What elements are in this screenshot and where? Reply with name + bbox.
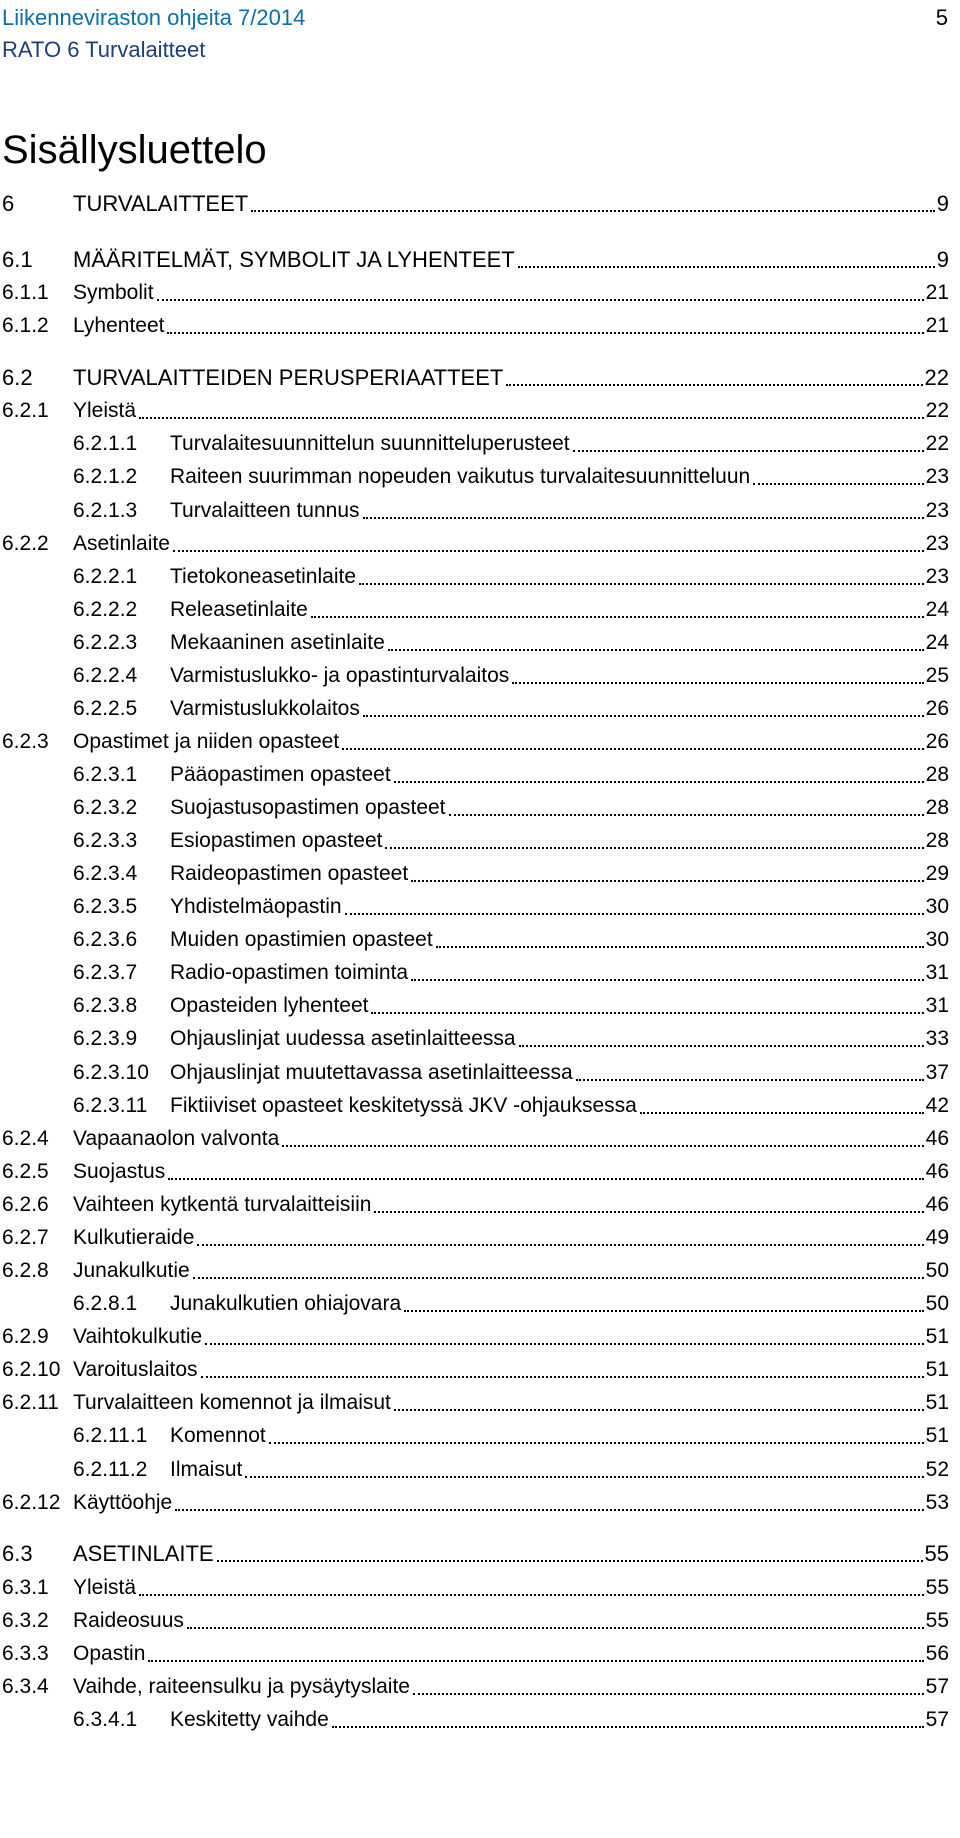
toc-entry-page: 28 xyxy=(925,829,949,852)
toc-entry[interactable] xyxy=(2,1017,949,1053)
dot-leader xyxy=(193,1275,924,1279)
toc-entry-page: 55 xyxy=(925,1576,949,1599)
toc-entry-number: 6.3.4 xyxy=(2,1675,49,1698)
dot-leader xyxy=(519,1043,924,1047)
dot-leader xyxy=(374,1209,923,1213)
toc-entry-number: 6.2.3.6 xyxy=(73,928,138,951)
toc-entry-number: 6.2.3.8 xyxy=(73,994,138,1017)
toc-entry[interactable] xyxy=(2,654,949,690)
page-number: 5 xyxy=(935,5,948,30)
toc-entry-number: 6.1.1 xyxy=(2,281,49,304)
toc-entry-number: 6.3.4.1 xyxy=(73,1708,138,1731)
toc-entry[interactable] xyxy=(2,422,949,458)
toc-entry-page: 9 xyxy=(936,191,949,216)
toc-entry-number: 6.2.2.1 xyxy=(73,565,138,588)
toc-entry[interactable] xyxy=(2,1632,949,1668)
toc-entry-page: 50 xyxy=(925,1292,949,1315)
dot-leader xyxy=(573,448,924,452)
toc-entry-number: 6.1 xyxy=(2,247,33,272)
dot-leader xyxy=(175,1507,923,1511)
toc-entry-number: 6.2.2.3 xyxy=(73,631,138,654)
toc-entry-title: Opastin xyxy=(73,1642,146,1665)
toc-entry-number: 6.2.11.1 xyxy=(73,1424,148,1447)
dot-leader xyxy=(139,1592,924,1596)
dot-leader xyxy=(269,1440,924,1444)
dot-leader xyxy=(245,1474,923,1478)
dot-leader xyxy=(413,1691,924,1695)
toc-entry-number: 6.3.3 xyxy=(2,1642,49,1665)
toc-entry-number: 6.3.1 xyxy=(2,1576,49,1599)
toc-entry-title: Symbolit xyxy=(73,281,154,304)
toc-entry-title: Kulkutieraide xyxy=(73,1226,195,1249)
dot-leader xyxy=(363,713,924,717)
dot-leader xyxy=(167,330,923,334)
toc-entry-title: Turvalaitteen komennot ja ilmaisut xyxy=(73,1391,391,1414)
toc-entry-page: 31 xyxy=(925,961,949,984)
toc-entry-page: 55 xyxy=(924,1541,949,1566)
page-title: Sisällysluettelo xyxy=(2,128,267,172)
toc-entry-number: 6.2.3.2 xyxy=(73,796,138,819)
toc-entry[interactable] xyxy=(2,621,949,657)
toc-entry-title: Turvalaitesuunnittelun suunnitteluperusteet xyxy=(170,432,570,455)
toc-entry-title: Ilmaisut xyxy=(170,1458,243,1481)
toc-entry-page: 25 xyxy=(925,664,949,687)
toc-entry[interactable] xyxy=(2,819,949,855)
toc-entry-page: 51 xyxy=(925,1391,949,1414)
toc-entry[interactable] xyxy=(2,786,949,822)
toc-entry-page: 29 xyxy=(925,862,949,885)
toc-entry-number: 6.2.1.2 xyxy=(73,465,138,488)
dot-leader xyxy=(139,415,924,419)
toc-entry-page: 26 xyxy=(925,697,949,720)
toc-entry[interactable] xyxy=(2,1381,949,1417)
toc-entry[interactable] xyxy=(2,522,949,558)
toc-entry[interactable] xyxy=(2,1183,949,1219)
toc-entry-number: 6.2.1.3 xyxy=(73,499,138,522)
toc-entry-number: 6.2.8 xyxy=(2,1259,49,1282)
toc-entry-number: 6.2.11.2 xyxy=(73,1458,148,1481)
toc-entry-page: 46 xyxy=(925,1127,949,1150)
dot-leader xyxy=(363,515,924,519)
dot-leader xyxy=(173,548,924,552)
dot-leader xyxy=(371,1010,923,1014)
toc-entry[interactable] xyxy=(2,852,949,888)
toc-entry-page: 56 xyxy=(925,1642,949,1665)
toc-entry[interactable] xyxy=(2,1414,949,1450)
dot-leader xyxy=(217,1558,923,1562)
toc-entry-number: 6.2.3.9 xyxy=(73,1027,138,1050)
toc-entry-page: 24 xyxy=(925,598,949,621)
dot-leader xyxy=(205,1341,923,1345)
toc-entry-number: 6.2.2.2 xyxy=(73,598,138,621)
toc-entry-title: Fiktiiviset opasteet keskitetyssä JKV -ohjauksessa xyxy=(170,1094,637,1117)
toc-entry[interactable] xyxy=(2,1448,949,1484)
toc-entry[interactable] xyxy=(2,588,949,624)
toc-entry-title: Vapaanaolon valvonta xyxy=(73,1127,280,1150)
dot-leader xyxy=(394,779,924,783)
toc-entry-title: Opastimet ja niiden opasteet xyxy=(73,730,340,753)
toc-entry[interactable] xyxy=(2,555,949,591)
toc-entry[interactable] xyxy=(2,1150,949,1186)
dot-leader xyxy=(168,1176,923,1180)
dot-leader xyxy=(342,746,923,750)
toc-entry-title: Pääopastimen opasteet xyxy=(170,763,391,786)
toc-entry-number: 6.2 xyxy=(2,365,33,390)
toc-entry-number: 6.2.11 xyxy=(2,1391,59,1414)
toc-entry-number: 6 xyxy=(2,191,15,216)
toc-entry-title: Lyhenteet xyxy=(73,314,165,337)
toc-entry-number: 6.2.3 xyxy=(2,730,49,753)
toc-entry-page: 31 xyxy=(925,994,949,1017)
toc-entry-title: Komennot xyxy=(170,1424,266,1447)
toc-entry[interactable] xyxy=(2,304,949,340)
toc-entry-page: 23 xyxy=(925,565,949,588)
toc-entry-number: 6.2.10 xyxy=(2,1358,61,1381)
toc-entry-title: Asetinlaite xyxy=(73,532,170,555)
toc-entry[interactable] xyxy=(2,1566,949,1602)
toc-entry-title: Raideosuus xyxy=(73,1609,184,1632)
toc-entry[interactable] xyxy=(2,182,949,218)
dot-leader xyxy=(753,481,923,485)
toc-entry-title: Radio-opastimen toiminta xyxy=(170,961,409,984)
toc-entry-page: 22 xyxy=(925,432,949,455)
toc-entry-title: Varoituslaitos xyxy=(73,1358,198,1381)
toc-entry-page: 23 xyxy=(925,465,949,488)
dot-leader xyxy=(576,1077,924,1081)
toc-entry[interactable] xyxy=(2,1249,949,1285)
dot-leader xyxy=(411,878,923,882)
toc-entry-page: 22 xyxy=(924,365,949,390)
toc-entry[interactable] xyxy=(2,1599,949,1635)
toc-entry-number: 6.2.3.1 xyxy=(73,763,138,786)
toc-entry-page: 55 xyxy=(925,1609,949,1632)
toc-entry-title: Muiden opastimien opasteet xyxy=(170,928,433,951)
toc-entry-title: Käyttöohje xyxy=(73,1491,173,1514)
toc-entry-page: 51 xyxy=(925,1424,949,1447)
toc-entry-page: 26 xyxy=(925,730,949,753)
toc-entry-page: 23 xyxy=(925,532,949,555)
toc-entry-page: 51 xyxy=(925,1325,949,1348)
toc-entry-number: 6.2.5 xyxy=(2,1160,49,1183)
toc-entry-title: Vaihtokulkutie xyxy=(73,1325,203,1348)
toc-entry-page: 52 xyxy=(925,1458,949,1481)
toc-entry[interactable] xyxy=(2,1084,949,1120)
toc-entry-number: 6.2.2.4 xyxy=(73,664,138,687)
toc-entry[interactable] xyxy=(2,1216,949,1252)
toc-entry-page: 33 xyxy=(925,1027,949,1050)
toc-entry-title: Tietokoneasetinlaite xyxy=(170,565,357,588)
toc-entry-number: 6.2.1 xyxy=(2,399,49,422)
toc-entry[interactable] xyxy=(2,720,949,756)
toc-entry-page: 21 xyxy=(925,281,949,304)
dot-leader xyxy=(197,1242,923,1246)
toc-entry-number: 6.2.4 xyxy=(2,1127,49,1150)
toc-entry-number: 6.3 xyxy=(2,1541,33,1566)
toc-entry-number: 6.2.2.5 xyxy=(73,697,138,720)
toc-entry-number: 6.1.2 xyxy=(2,314,49,337)
toc-entry[interactable] xyxy=(2,984,949,1020)
toc-entry-page: 30 xyxy=(925,895,949,918)
toc-entry-number: 6.3.2 xyxy=(2,1609,49,1632)
toc-entry-page: 28 xyxy=(925,763,949,786)
toc-entry-page: 21 xyxy=(925,314,949,337)
dot-leader xyxy=(187,1625,924,1629)
toc-entry[interactable] xyxy=(2,687,949,723)
toc-entry-title: Ohjauslinjat muutettavassa asetinlaitteessa xyxy=(170,1061,573,1084)
toc-entry[interactable] xyxy=(2,356,949,392)
toc-entry-page: 57 xyxy=(925,1708,949,1731)
dot-leader xyxy=(201,1374,924,1378)
toc-entry[interactable] xyxy=(2,1481,949,1517)
toc-entry-title: Suojastus xyxy=(73,1160,166,1183)
dot-leader xyxy=(345,911,924,915)
dot-leader xyxy=(404,1308,923,1312)
toc-entry-title: Varmistuslukko- ja opastinturvalaitos xyxy=(170,664,510,687)
dot-leader xyxy=(359,581,924,585)
toc-entry-title: Suojastusopastimen opasteet xyxy=(170,796,446,819)
toc-entry-title: Vaihde, raiteensulku ja pysäytyslaite xyxy=(73,1675,410,1698)
toc-entry[interactable] xyxy=(2,1315,949,1351)
toc-entry-number: 6.2.8.1 xyxy=(73,1292,138,1315)
toc-entry[interactable] xyxy=(2,885,949,921)
toc-entry[interactable] xyxy=(2,1698,949,1734)
toc-entry-page: 46 xyxy=(925,1193,949,1216)
toc-entry[interactable] xyxy=(2,1051,949,1087)
toc-entry-page: 37 xyxy=(925,1061,949,1084)
toc-entry[interactable] xyxy=(2,1282,949,1318)
dot-leader xyxy=(157,297,924,301)
toc-entry[interactable] xyxy=(2,753,949,789)
toc-entry[interactable] xyxy=(2,1117,949,1153)
toc-entry-page: 28 xyxy=(925,796,949,819)
dot-leader xyxy=(512,680,923,684)
dot-leader xyxy=(411,977,924,981)
dot-leader xyxy=(640,1110,924,1114)
dot-leader xyxy=(394,1407,924,1411)
toc-entry-title: Mekaaninen asetinlaite xyxy=(170,631,385,654)
toc-entry[interactable] xyxy=(2,389,949,425)
publication-series: Liikenneviraston ohjeita 7/2014 xyxy=(2,5,306,30)
toc-entry-page: 24 xyxy=(925,631,949,654)
toc-entry-page: 53 xyxy=(925,1491,949,1514)
toc-entry-title: Keskitetty vaihde xyxy=(170,1708,329,1731)
toc-entry-title: MÄÄRITELMÄT, SYMBOLIT JA LYHENTEET xyxy=(73,247,515,272)
dot-leader xyxy=(311,614,924,618)
toc-entry-title: Yhdistelmäopastin xyxy=(170,895,342,918)
toc-entry-number: 6.2.3.7 xyxy=(73,961,138,984)
toc-entry-title: Raiteen suurimman nopeuden vaikutus turvalaitesuunnitteluun xyxy=(170,465,751,488)
toc-entry[interactable] xyxy=(2,271,949,307)
dot-leader xyxy=(449,812,924,816)
toc-entry-number: 6.2.3.3 xyxy=(73,829,138,852)
toc-entry[interactable] xyxy=(2,489,949,525)
dot-leader xyxy=(518,264,935,268)
toc-entry-page: 22 xyxy=(925,399,949,422)
toc-entry-page: 42 xyxy=(925,1094,949,1117)
toc-entry-title: Turvalaitteen tunnus xyxy=(170,499,360,522)
toc-entry-number: 6.2.3.10 xyxy=(73,1061,149,1084)
toc-entry-number: 6.2.9 xyxy=(2,1325,49,1348)
toc-entry-page: 50 xyxy=(925,1259,949,1282)
toc-entry[interactable] xyxy=(2,238,949,274)
toc-entry-title: Junakulkutien ohiajovara xyxy=(170,1292,402,1315)
dot-leader xyxy=(385,845,923,849)
dot-leader xyxy=(332,1724,924,1728)
toc-entry-title: Esiopastimen opasteet xyxy=(170,829,383,852)
toc-entry-title: Opasteiden lyhenteet xyxy=(170,994,369,1017)
toc-entry-title: TURVALAITTEET xyxy=(73,191,249,216)
toc-entry-page: 30 xyxy=(925,928,949,951)
dot-leader xyxy=(148,1658,923,1662)
toc-entry-number: 6.2.2 xyxy=(2,532,49,555)
toc-entry-number: 6.2.1.1 xyxy=(73,432,138,455)
toc-entry-number: 6.2.3.5 xyxy=(73,895,138,918)
toc-entry-title: Junakulkutie xyxy=(73,1259,190,1282)
toc-entry-number: 6.2.3.11 xyxy=(73,1094,148,1117)
toc-entry[interactable] xyxy=(2,951,949,987)
toc-entry[interactable] xyxy=(2,1348,949,1384)
toc-entry-page: 46 xyxy=(925,1160,949,1183)
toc-entry-title: Releasetinlaite xyxy=(170,598,308,621)
toc-entry-page: 9 xyxy=(936,247,949,272)
toc-entry[interactable] xyxy=(2,918,949,954)
toc-entry-page: 49 xyxy=(925,1226,949,1249)
dot-leader xyxy=(436,944,924,948)
toc-entry-page: 23 xyxy=(925,499,949,522)
toc-entry-page: 57 xyxy=(925,1675,949,1698)
toc-entry-title: Ohjauslinjat uudessa asetinlaitteessa xyxy=(170,1027,516,1050)
toc-entry-page: 51 xyxy=(925,1358,949,1381)
dot-leader xyxy=(282,1143,923,1147)
toc-entry-number: 6.2.3.4 xyxy=(73,862,138,885)
toc-entry-title: Yleistä xyxy=(73,399,137,422)
toc-entry[interactable] xyxy=(2,1532,949,1568)
toc-entry-title: Raideopastimen opasteet xyxy=(170,862,409,885)
dot-leader xyxy=(251,208,935,212)
toc-entry-title: Varmistuslukkolaitos xyxy=(170,697,360,720)
toc-entry-title: ASETINLAITE xyxy=(73,1541,214,1566)
toc-entry-title: TURVALAITTEIDEN PERUSPERIAATTEET xyxy=(73,365,504,390)
toc-entry-title: Yleistä xyxy=(73,1576,137,1599)
toc-entry[interactable] xyxy=(2,455,949,491)
toc-entry[interactable] xyxy=(2,1665,949,1701)
toc-entry-number: 6.2.12 xyxy=(2,1491,61,1514)
toc-entry-title: Vaihteen kytkentä turvalaitteisiin xyxy=(73,1193,372,1216)
dot-leader xyxy=(388,647,924,651)
dot-leader xyxy=(506,382,922,386)
toc-entry-number: 6.2.6 xyxy=(2,1193,49,1216)
toc-entry-number: 6.2.7 xyxy=(2,1226,49,1249)
document-title: RATO 6 Turvalaitteet xyxy=(2,37,206,62)
